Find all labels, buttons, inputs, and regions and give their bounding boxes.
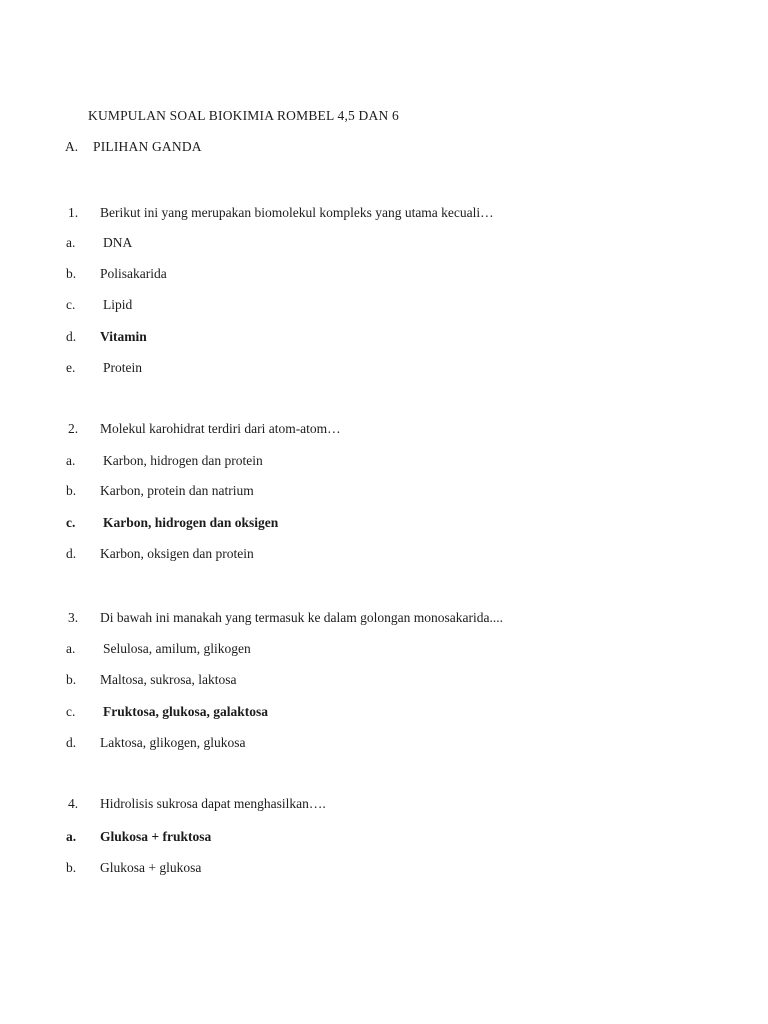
option-letter: d. bbox=[66, 735, 77, 750]
option-text: Lipid bbox=[103, 297, 133, 312]
option-letter: a. bbox=[66, 453, 76, 468]
option-text: Karbon, hidrogen dan oksigen bbox=[103, 515, 279, 530]
question-1-option-e bbox=[0, 359, 768, 376]
question-number: 1. bbox=[68, 205, 79, 220]
option-text: Karbon, oksigen dan protein bbox=[100, 546, 254, 561]
option-text: DNA bbox=[103, 235, 133, 250]
option-text: Glukosa + glukosa bbox=[100, 860, 202, 875]
question-number: 4. bbox=[68, 796, 79, 811]
option-text: Polisakarida bbox=[100, 266, 167, 281]
question-2 bbox=[0, 420, 768, 437]
question-text: Molekul karohidrat terdiri dari atom-atom… bbox=[100, 421, 341, 436]
option-letter: d. bbox=[66, 329, 77, 344]
question-text: Di bawah ini manakah yang termasuk ke dalam golongan monosakarida.... bbox=[100, 610, 504, 625]
section-heading bbox=[0, 138, 768, 155]
option-letter: d. bbox=[66, 546, 77, 561]
question-3 bbox=[0, 609, 768, 626]
question-4-option-b bbox=[0, 859, 768, 876]
option-letter: b. bbox=[66, 266, 77, 281]
document-title: KUMPULAN SOAL BIOKIMIA ROMBEL 4,5 DAN 6 bbox=[88, 108, 399, 123]
option-text: Karbon, protein dan natrium bbox=[100, 483, 254, 498]
question-2-option-d bbox=[0, 545, 768, 562]
option-text: Fruktosa, glukosa, galaktosa bbox=[103, 704, 269, 719]
question-text: Hidrolisis sukrosa dapat menghasilkan…. bbox=[100, 796, 326, 811]
question-1-option-a bbox=[0, 234, 768, 251]
option-letter: a. bbox=[66, 641, 76, 656]
question-3-option-a bbox=[0, 640, 768, 657]
option-letter: b. bbox=[66, 483, 77, 498]
option-letter: c. bbox=[66, 297, 76, 312]
question-1-option-b bbox=[0, 265, 768, 282]
question-text: Berikut ini yang merupakan biomolekul kompleks yang utama kecuali… bbox=[100, 205, 494, 220]
option-letter: a. bbox=[66, 829, 77, 844]
option-text: Vitamin bbox=[100, 329, 147, 344]
question-2-option-c bbox=[0, 514, 768, 531]
option-letter: c. bbox=[66, 515, 76, 530]
question-3-option-b bbox=[0, 671, 768, 688]
option-text: Maltosa, sukrosa, laktosa bbox=[100, 672, 237, 687]
section-title: PILIHAN GANDA bbox=[93, 139, 202, 154]
question-1-option-c bbox=[0, 296, 768, 313]
question-3-option-c bbox=[0, 703, 768, 720]
question-1 bbox=[0, 204, 768, 221]
question-3-option-d bbox=[0, 734, 768, 751]
question-number: 3. bbox=[68, 610, 79, 625]
option-letter: a. bbox=[66, 235, 76, 250]
question-2-option-b bbox=[0, 482, 768, 499]
question-1-option-d bbox=[0, 328, 768, 345]
option-text: Glukosa + fruktosa bbox=[100, 829, 212, 844]
option-text: Selulosa, amilum, glikogen bbox=[103, 641, 251, 656]
option-text: Protein bbox=[103, 360, 142, 375]
question-number: 2. bbox=[68, 421, 79, 436]
option-text: Laktosa, glikogen, glukosa bbox=[100, 735, 246, 750]
option-letter: c. bbox=[66, 704, 76, 719]
question-4-option-a bbox=[0, 828, 768, 845]
question-2-option-a bbox=[0, 452, 768, 469]
option-letter: e. bbox=[66, 360, 76, 375]
option-letter: b. bbox=[66, 672, 77, 687]
option-letter: b. bbox=[66, 860, 77, 875]
section-label: A. bbox=[65, 139, 79, 154]
option-text: Karbon, hidrogen dan protein bbox=[103, 453, 263, 468]
question-4 bbox=[0, 795, 768, 812]
